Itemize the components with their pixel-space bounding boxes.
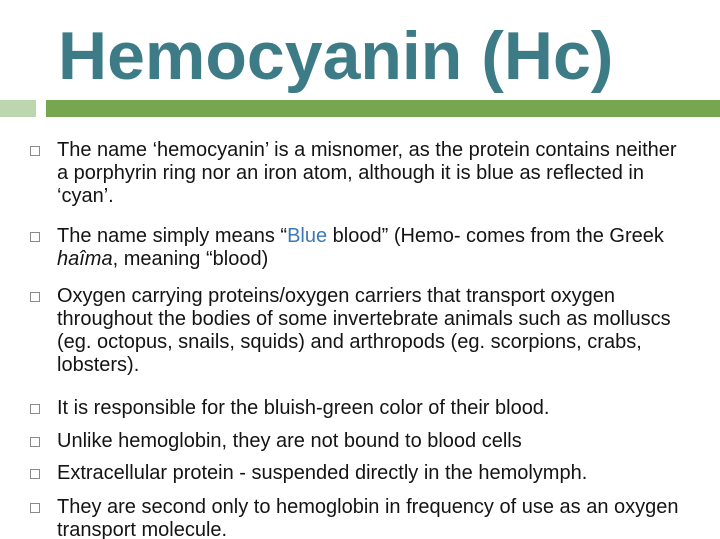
square-bullet-icon: [30, 503, 40, 513]
bullet-text: Oxygen carrying proteins/oxygen carriers that transport oxygen throughout the bodies of some invertebrate animals such as molluscs (eg. octopus, snails, squids) and arthropods (eg. scorpions, crabs, lobsters).: [57, 285, 671, 376]
bullet-item: [30, 462, 690, 485]
bullet-item: [30, 496, 690, 539]
bullet-item: [30, 285, 690, 377]
square-bullet-icon: [30, 292, 40, 302]
square-bullet-icon: [30, 232, 40, 242]
bullet-text: The name ‘hemocyanin’ is a misnomer, as the protein contains neither a porphyrin ring nor an iron atom, although it is blue as reflected in ‘cyan’.: [57, 139, 677, 207]
bullet-text-part: , meaning “blood): [112, 248, 269, 270]
square-bullet-icon: [30, 469, 40, 479]
square-bullet-icon: [30, 146, 40, 156]
bullet-text: Extracellular protein - suspended directly in the hemolymph.: [57, 462, 588, 484]
bullet-item: [30, 225, 690, 271]
bullet-item: [30, 139, 690, 208]
square-bullet-icon: [30, 404, 40, 414]
slide-title: Hemocyanin (Hc): [58, 18, 614, 94]
bullet-item: [30, 397, 690, 420]
bullet-text-part: The name simply means “: [57, 225, 288, 247]
bullet-text: They are second only to hemoglobin in frequency of use as an oxygen transport molecule.: [57, 496, 679, 539]
bullet-text: [57, 225, 690, 271]
square-bullet-icon: [30, 437, 40, 447]
blue-highlight-text: Blue: [287, 225, 328, 247]
bullet-item: [30, 430, 690, 453]
bullet-text: Unlike hemoglobin, they are not bound to blood cells: [57, 430, 522, 452]
bullet-text-part: blood” (Hemo- comes from the Greek: [327, 225, 664, 247]
bullet-text: It is responsible for the bluish-green color of their blood.: [57, 397, 550, 419]
italic-term: haîma: [57, 248, 113, 270]
